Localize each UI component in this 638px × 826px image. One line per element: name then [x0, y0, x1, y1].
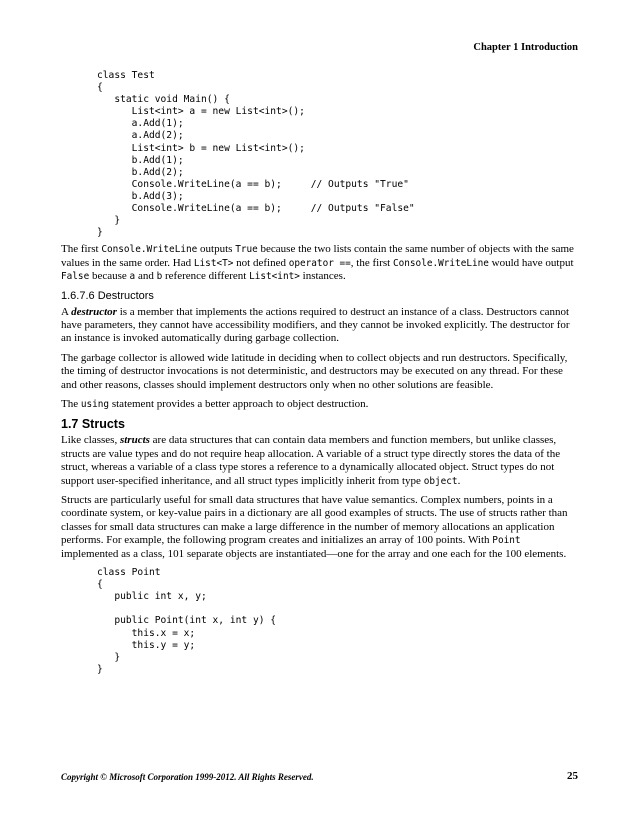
code-block-test: class Test { static void Main() { List<int> a = new List<int>(); a.Add(1); a.Add(2); List<int> b = new List<int>(); b.Add(1); b.Add(2); Console.WriteLine(a == b); // Outputs "True" b.Add(3); Console.WriteLine(a == b); // Outputs "False" } } — [97, 70, 415, 239]
paragraph-destructor-definition: A destructor is a member that implements the actions required to destruct an instance of a class. Destructors cannot have parameters, they cannot have accessibility modifiers, and they cannot be invoked explicitly. The destructor for an instance is invoked automatically during garbage collection. — [61, 305, 570, 345]
paragraph-struct-usage: Structs are particularly useful for small data structures that have value semantics. Complex numbers, points in a coordinate system, or key-value pairs in a dictionary are all good examples of structs. The use of structs rather than classes for small data structures can make a large difference in the number of memory allocations an application performs. For example, the following program creates and initializes an array of 100 points. With Point implemented as a class, 101 separate objects are instantiated—one for the array and one each for the 100 elements. — [61, 494, 568, 560]
paragraph-list-equality: The first Console.WriteLine outputs True because the two lists contain the same number of objects with the same values in the same order. Had List<T> not defined operator ==, the first Console.WriteLine would have output False because a and b reference different List<int> instances. — [61, 243, 574, 283]
paragraph-struct-definition: Like classes, structs are data structures that can contain data members and function members, but unlike classes, structs are value types and do not require heap allocation. A variable of a struct type directly stores the data of the struct, whereas a variable of a class type stores a reference to a dynamically allocated object. Struct types do not support user-specified inheritance, and all struct types implicitly inherit from type object. — [61, 434, 561, 487]
paragraph-garbage-collector: The garbage collector is allowed wide latitude in deciding when to collect objects and run destructors. Specifically, the timing of destructor invocations is not deterministic, and destructors may be executed on any thread. For these and other reasons, classes should implement destructors only when no other solutions are feasible. — [61, 351, 568, 391]
heading-destructors: 1.6.7.6 Destructors — [61, 289, 154, 302]
page-number: 25 — [567, 770, 578, 782]
code-block-point: class Point { public int x, y; public Point(int x, int y) { this.x = x; this.y = y; } } — [97, 567, 277, 675]
page-content — [61, 70, 579, 676]
heading-structs: 1.7 Structs — [61, 417, 125, 432]
paragraph-using-statement: The using statement provides a better approach to object destruction. — [61, 397, 369, 410]
copyright-footer: Copyright © Microsoft Corporation 1999-2012. All Rights Reserved. — [61, 772, 314, 782]
running-header: Chapter 1 Introduction — [473, 42, 578, 53]
